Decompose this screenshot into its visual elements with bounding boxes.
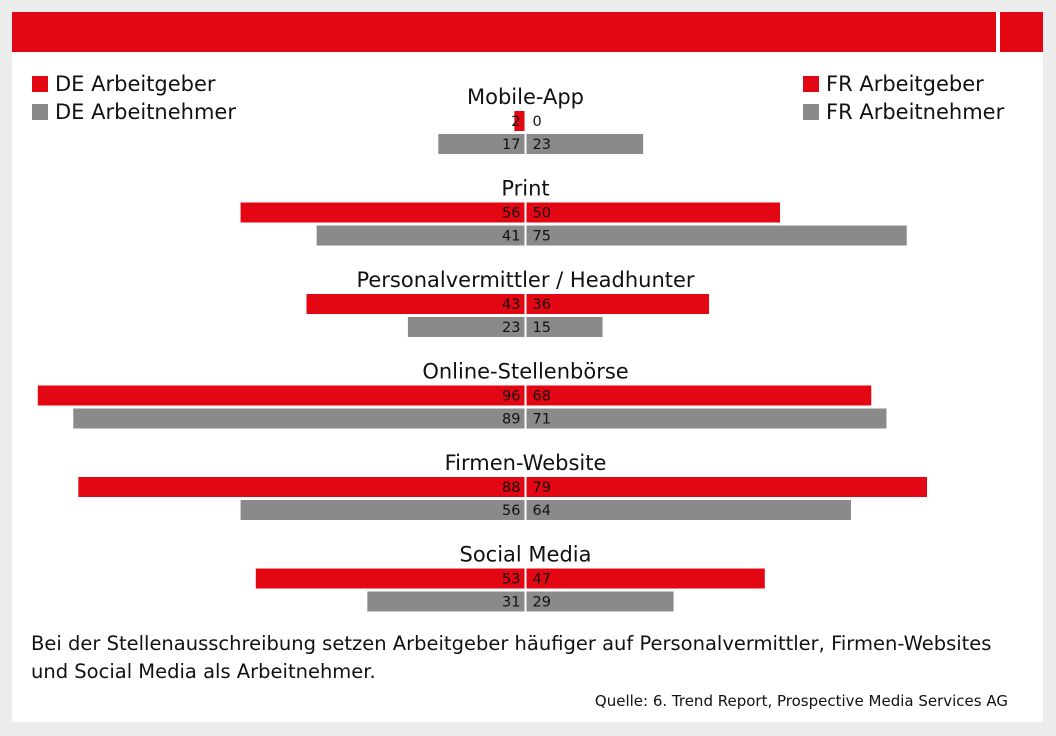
bar-fr-arbeitnehmer-firmen-website [527, 500, 851, 520]
value-label-de-arbeitnehmer-firmen-website: 56 [502, 503, 521, 519]
value-label-fr-arbeitnehmer-social-media: 29 [532, 594, 551, 611]
value-label-fr-arbeitgeber-social-media: 47 [532, 571, 551, 588]
value-label-de-arbeitgeber-online-stellenborse: 96 [502, 388, 521, 405]
bar-de-arbeitnehmer-print [317, 226, 525, 246]
bar-fr-arbeitnehmer-print [527, 226, 907, 246]
bar-de-arbeitnehmer-firmen-website [241, 500, 525, 520]
value-label-de-arbeitgeber-personalvermittler-headhunter: 43 [502, 297, 521, 313]
legend-label-fr-employer: FR Arbeitgeber [826, 72, 984, 96]
value-label-fr-arbeitnehmer-mobile-app: 23 [532, 137, 551, 153]
value-label-de-arbeitnehmer-online-stellenborse: 89 [502, 411, 521, 428]
value-label-fr-arbeitnehmer-online-stellenborse: 71 [532, 411, 551, 428]
category-label-firmen-website: Firmen-Website [444, 451, 607, 475]
value-label-fr-arbeitgeber-firmen-website: 79 [532, 480, 551, 496]
value-label-fr-arbeitgeber-mobile-app: 0 [532, 114, 542, 130]
bar-de-arbeitnehmer-social-media [367, 592, 524, 612]
value-label-fr-arbeitgeber-online-stellenborse: 68 [532, 388, 551, 405]
value-label-fr-arbeitnehmer-personalvermittler-headhunter: 15 [532, 320, 551, 336]
value-label-de-arbeitgeber-mobile-app: 2 [511, 114, 521, 130]
source-note: Quelle: 6. Trend Report, Prospective Media Services AG [594, 692, 1008, 710]
category-label-personalvermittler-headhunter: Personalvermittler / Headhunter [356, 268, 695, 292]
bar-de-arbeitgeber-online-stellenborse [38, 386, 525, 406]
value-label-de-arbeitgeber-print: 56 [502, 205, 521, 222]
bar-fr-arbeitgeber-social-media [527, 569, 765, 589]
legend-label-fr-employee: FR Arbeitnehmer [826, 100, 1005, 124]
bar-fr-arbeitgeber-print [527, 203, 781, 223]
category-label-social-media: Social Media [459, 542, 592, 567]
bar-fr-arbeitgeber-firmen-website [527, 477, 928, 497]
bar-de-arbeitgeber-personalvermittler-headhunter [306, 294, 524, 314]
bar-de-arbeitgeber-firmen-website [78, 477, 524, 497]
bar-de-arbeitgeber-social-media [256, 569, 525, 589]
category-label-mobile-app: Mobile-App [466, 85, 585, 109]
bar-fr-arbeitgeber-personalvermittler-headhunter [527, 294, 710, 314]
bar-fr-arbeitnehmer-online-stellenborse [527, 409, 887, 429]
value-label-fr-arbeitnehmer-print: 75 [532, 228, 551, 245]
bar-de-arbeitnehmer-online-stellenborse [73, 409, 524, 429]
value-label-de-arbeitnehmer-print: 41 [502, 228, 521, 245]
legend-label-de-employer: DE Arbeitgeber [55, 72, 216, 96]
value-label-de-arbeitnehmer-mobile-app: 17 [502, 137, 521, 153]
chart-caption: Bei der Stellenausschreibung setzen Arbeitgeber häufiger auf Personalvermittler, Firmen-Websites und Social Media als Arbeitnehmer. [31, 632, 992, 683]
legend-label-de-employee: DE Arbeitnehmer [55, 100, 236, 124]
value-label-de-arbeitgeber-social-media: 53 [502, 571, 521, 588]
value-label-de-arbeitnehmer-personalvermittler-headhunter: 23 [502, 320, 521, 336]
value-label-fr-arbeitgeber-personalvermittler-headhunter: 36 [532, 297, 551, 313]
category-label-online-stellenborse: Online-Stellenbörse [422, 359, 629, 384]
value-label-de-arbeitgeber-firmen-website: 88 [502, 480, 521, 496]
category-label-print: Print [501, 176, 550, 201]
value-label-de-arbeitnehmer-social-media: 31 [502, 594, 521, 611]
value-label-fr-arbeitgeber-print: 50 [532, 205, 551, 222]
value-label-fr-arbeitnehmer-firmen-website: 64 [532, 503, 551, 519]
bar-fr-arbeitgeber-online-stellenborse [527, 386, 872, 406]
bar-de-arbeitgeber-print [241, 203, 525, 223]
